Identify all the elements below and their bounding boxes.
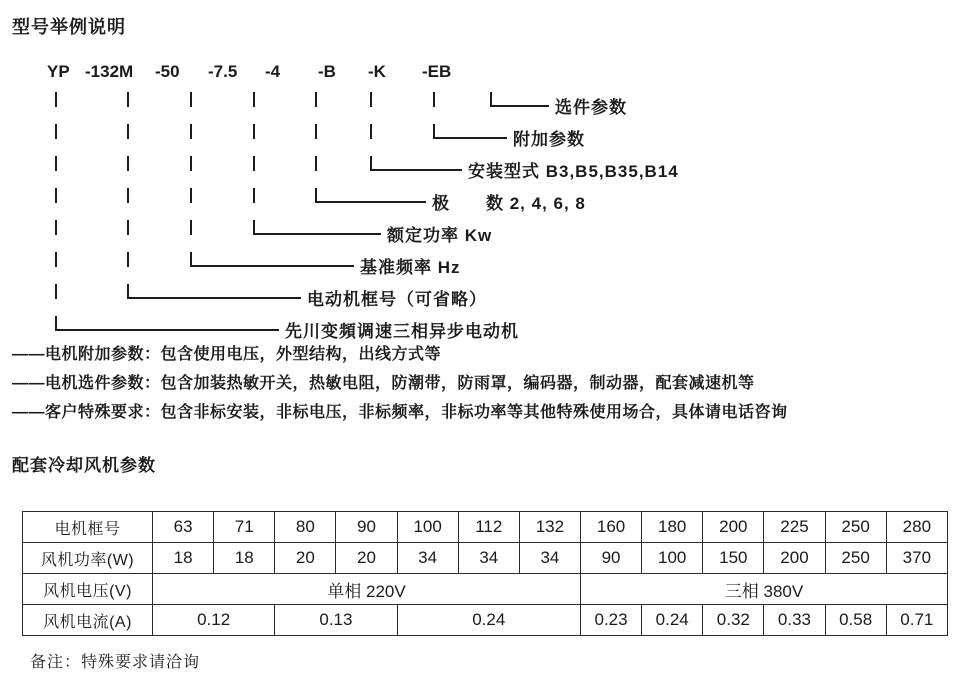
table-cell-voltage-single-phase: 单相 220V	[153, 574, 581, 605]
model-code-ladder-diagram	[0, 90, 969, 348]
footer-note: 备注：特殊要求请洽询	[30, 654, 201, 671]
table-cell: 100	[642, 543, 703, 574]
elbow-connector	[127, 284, 301, 299]
ladder-bar	[127, 92, 129, 107]
table-cell: 280	[886, 512, 947, 543]
elbow-connector	[253, 220, 381, 235]
table-cell: 0.24	[642, 605, 703, 636]
model-code-segment: -EB	[422, 62, 452, 81]
section-title: 配套冷却风机参数	[12, 456, 156, 475]
ladder-bar	[55, 252, 57, 267]
elbow-connector	[370, 156, 462, 171]
diagram-label: 先川变頻调速三相异步电动机	[285, 322, 519, 341]
table-cell-voltage-three-phase: 三相 380V	[580, 574, 947, 605]
table-cell: 0.71	[886, 605, 947, 636]
table-cell: 250	[825, 512, 886, 543]
diagram-label: 安装型式 B3,B5,B35,B14	[468, 162, 679, 181]
table-cell: 0.13	[275, 605, 397, 636]
diagram-label: 附加参数	[513, 130, 585, 149]
ladder-bar	[315, 92, 317, 107]
elbow-connector	[315, 188, 426, 203]
diagram-label: 额定功率 Kw	[387, 226, 493, 245]
table-cell: 0.23	[580, 605, 641, 636]
ladder-bar	[190, 124, 192, 139]
model-code-segment: -132M	[85, 62, 134, 81]
table-cell: 100	[397, 512, 458, 543]
ladder-bar	[55, 188, 57, 203]
ladder-bar	[190, 188, 192, 203]
model-code-segment: -B	[318, 62, 336, 81]
ladder-bar	[55, 284, 57, 299]
elbow-connector	[190, 252, 354, 267]
table-cell: 0.58	[825, 605, 886, 636]
row-label: 风机电压(V)	[23, 574, 153, 605]
table-cell: 0.24	[397, 605, 580, 636]
diagram-label: 电动机框号（可省略）	[307, 290, 487, 309]
model-code	[0, 62, 969, 88]
ladder-row	[0, 282, 969, 314]
ladder-row	[0, 218, 969, 250]
table-cell: 112	[458, 512, 519, 543]
table-cell: 18	[153, 543, 214, 574]
diagram-label: 基准频率 Hz	[360, 258, 461, 277]
table-cell: 20	[275, 543, 336, 574]
table-cell: 90	[336, 512, 397, 543]
table-cell: 18	[214, 543, 275, 574]
model-code-segment: YP	[47, 62, 70, 81]
fan-parameters-table	[22, 511, 948, 636]
ladder-bar	[55, 156, 57, 171]
note-line: ——电机附加参数：包含使用电压，外型结构，出线方式等	[12, 346, 442, 363]
ladder-row	[0, 122, 969, 154]
ladder-bar	[127, 220, 129, 235]
ladder-bar	[127, 252, 129, 267]
table-cell: 34	[519, 543, 580, 574]
row-label: 风机功率(W)	[23, 543, 153, 574]
ladder-row	[0, 154, 969, 186]
ladder-bar	[433, 92, 435, 107]
model-code-segment: -50	[155, 62, 180, 81]
table-cell: 160	[580, 512, 641, 543]
ladder-bar	[253, 188, 255, 203]
ladder-bar	[55, 124, 57, 139]
table-cell: 200	[764, 543, 825, 574]
table-cell: 200	[703, 512, 764, 543]
note-line: ——客户特殊要求：包含非标安装，非标电压，非标频率，非标功率等其他特殊使用场合，具体请电话咨询	[12, 404, 788, 421]
diagram-label: 极 数 2, 4, 6, 8	[432, 194, 586, 213]
ladder-bar	[315, 124, 317, 139]
table-cell: 0.32	[703, 605, 764, 636]
page-title: 型号举例说明	[12, 17, 126, 37]
notes-block	[12, 340, 962, 427]
table-row-fan-power	[23, 543, 948, 574]
row-label: 风机电流(A)	[23, 605, 153, 636]
table-cell: 71	[214, 512, 275, 543]
ladder-bar	[127, 156, 129, 171]
table-cell: 250	[825, 543, 886, 574]
table-cell: 150	[703, 543, 764, 574]
table-cell: 132	[519, 512, 580, 543]
ladder-bar	[127, 188, 129, 203]
table-cell: 370	[886, 543, 947, 574]
row-label: 电机框号	[23, 512, 153, 543]
model-code-segment: -7.5	[208, 62, 238, 81]
ladder-row	[0, 250, 969, 282]
ladder-bar	[55, 92, 57, 107]
ladder-bar	[55, 220, 57, 235]
ladder-bar	[370, 124, 372, 139]
table-row-frame-number	[23, 512, 948, 543]
table-cell: 80	[275, 512, 336, 543]
model-code-segment: -K	[368, 62, 386, 81]
table-cell: 90	[580, 543, 641, 574]
table-cell: 34	[458, 543, 519, 574]
ladder-bar	[370, 92, 372, 107]
table-cell: 34	[397, 543, 458, 574]
ladder-bar	[253, 156, 255, 171]
table-cell: 225	[764, 512, 825, 543]
table-row-fan-current	[23, 605, 948, 636]
table-cell: 0.33	[764, 605, 825, 636]
ladder-bar	[190, 156, 192, 171]
ladder-row	[0, 186, 969, 218]
ladder-bar	[127, 124, 129, 139]
ladder-bar	[253, 124, 255, 139]
elbow-connector	[55, 316, 279, 331]
ladder-bar	[315, 156, 317, 171]
ladder-bar	[190, 92, 192, 107]
table-row-fan-voltage	[23, 574, 948, 605]
ladder-bar	[190, 220, 192, 235]
diagram-label: 选件参数	[555, 98, 627, 117]
note-line: ——电机选件参数：包含加装热敏开关，热敏电阻，防潮带，防雨罩，编码器，制动器，配套减速机等	[12, 375, 755, 392]
ladder-row	[0, 90, 969, 122]
table-cell: 20	[336, 543, 397, 574]
ladder-bar	[253, 92, 255, 107]
table-cell: 63	[153, 512, 214, 543]
elbow-connector	[433, 124, 507, 139]
table-cell: 180	[642, 512, 703, 543]
elbow-connector	[490, 92, 549, 107]
table-cell: 0.12	[153, 605, 275, 636]
model-code-segment: -4	[265, 62, 281, 81]
